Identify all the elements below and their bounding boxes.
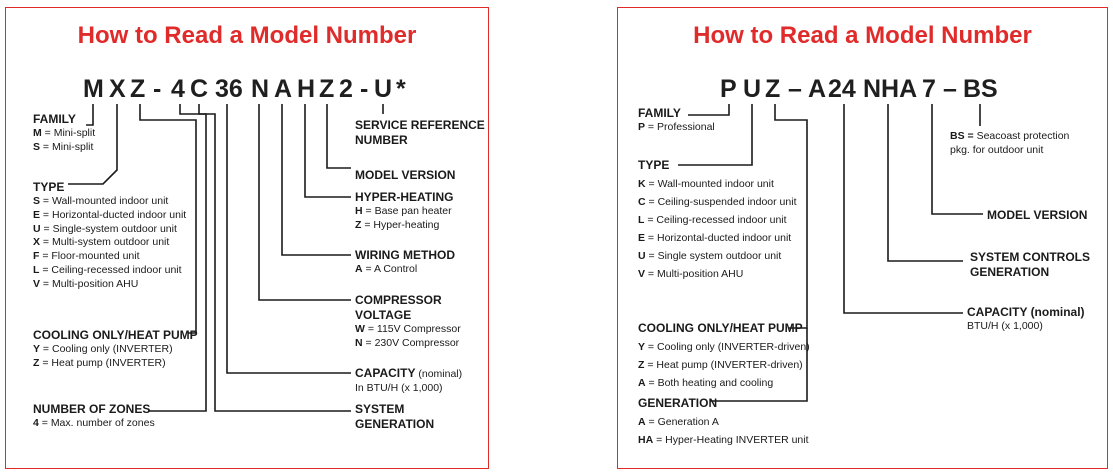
- list-item: S = Wall-mounted indoor unit: [33, 195, 169, 207]
- list-item: E = Horizontal-ducted indoor unit: [33, 208, 187, 221]
- service-section: [355, 118, 485, 148]
- list-item: P = Professional: [638, 121, 715, 133]
- generation-section: [355, 402, 434, 432]
- code-char: H: [297, 75, 316, 103]
- list-item: X = Multi-system outdoor unit: [33, 236, 170, 249]
- family-section: [638, 106, 715, 135]
- code-char: NHA: [863, 75, 918, 103]
- left-title: How to Read a Model Number: [77, 22, 417, 49]
- list-item: C = Ceiling-suspended indoor unit: [638, 196, 797, 208]
- code-char: U: [374, 75, 393, 103]
- bs-line2: pkg. for outdoor unit: [950, 143, 1044, 156]
- code-char: P: [720, 75, 737, 103]
- list-item: W = 115V Compressor: [355, 323, 461, 335]
- code-char: Z: [319, 75, 335, 103]
- capacity-heading: CAPACITY (nominal): [355, 366, 463, 380]
- zones-heading: NUMBER OF ZONES: [33, 402, 151, 416]
- zones-section: [33, 402, 155, 431]
- controls-heading: SYSTEM CONTROLS: [970, 250, 1091, 264]
- controls-section: [970, 250, 1090, 280]
- list-item: Y = Cooling only (INVERTER): [33, 343, 173, 355]
- code-char: C: [190, 75, 209, 103]
- capacity-desc: BTU/H (x 1,000): [967, 320, 1043, 332]
- bs-line1: BS = Seacoast protection: [950, 130, 1070, 142]
- list-item: 4 = Max. number of zones: [33, 417, 155, 429]
- type-section: [33, 180, 186, 292]
- code-char: A: [808, 75, 827, 103]
- code-char: –: [943, 75, 957, 103]
- compressor-section: [355, 293, 461, 351]
- capacity-desc: In BTU/H (x 1,000): [355, 381, 443, 394]
- service-heading: SERVICE REFERENCE: [355, 118, 485, 132]
- generation-heading-line2: GENERATION: [355, 417, 435, 431]
- compressor-heading: COMPRESSOR: [355, 293, 442, 307]
- list-item: N = 230V Compressor: [355, 336, 460, 349]
- code-char: -: [360, 75, 369, 103]
- list-item: U = Single-system outdoor unit: [33, 222, 177, 235]
- list-item: V = Multi-position AHU: [33, 277, 139, 290]
- type-heading: TYPE: [638, 158, 670, 172]
- list-item: K = Wall-mounted indoor unit: [638, 178, 774, 190]
- code-char: 2: [339, 75, 353, 103]
- hyper-section: [355, 190, 453, 233]
- type-heading: TYPE: [33, 180, 65, 194]
- cooling-section: [638, 321, 810, 392]
- list-item: Y = Cooling only (INVERTER-driven): [638, 341, 810, 353]
- code-char: 7: [922, 75, 936, 103]
- code-char: X: [109, 75, 126, 103]
- list-item: Z = Heat pump (INVERTER): [33, 356, 166, 369]
- left-panel: [5, 7, 489, 469]
- list-item: A = A Control: [355, 263, 418, 275]
- code-char: N: [251, 75, 270, 103]
- family-heading: FAMILY: [638, 106, 681, 120]
- list-item: L = Ceiling-recessed indoor unit: [33, 263, 182, 276]
- model-version-section: [987, 208, 1087, 223]
- bs-section: [950, 130, 1069, 158]
- family-heading: FAMILY: [33, 112, 76, 126]
- code-char: Z: [765, 75, 781, 103]
- capacity-section: [967, 305, 1085, 334]
- capacity-section: [355, 366, 462, 396]
- code-char: *: [396, 75, 406, 103]
- list-item: A = Generation A: [638, 416, 719, 428]
- list-item: S = Mini-split: [33, 140, 94, 153]
- compressor-heading-line2: VOLTAGE: [355, 308, 412, 322]
- service-heading-line2: NUMBER: [355, 133, 408, 147]
- list-item: U = Single system outdoor unit: [638, 250, 782, 262]
- code-char: BS: [963, 75, 998, 103]
- list-item: H = Base pan heater: [355, 205, 452, 217]
- code-char: Z: [130, 75, 146, 103]
- controls-heading-line2: GENERATION: [970, 265, 1050, 279]
- list-item: V = Multi-position AHU: [638, 268, 744, 280]
- right-panel: [617, 7, 1108, 469]
- generation-heading: GENERATION: [638, 396, 718, 410]
- wiring-section: [355, 248, 455, 277]
- code-char: A: [274, 75, 293, 103]
- generation-heading: SYSTEM: [355, 402, 405, 416]
- list-item: HA = Hyper-Heating INVERTER unit: [638, 434, 809, 446]
- code-char: –: [788, 75, 802, 103]
- code-char: 36: [215, 75, 243, 103]
- right-title: How to Read a Model Number: [693, 22, 1032, 49]
- cooling-heading: COOLING ONLY/HEAT PUMP: [33, 328, 198, 342]
- list-item: M = Mini-split: [33, 127, 96, 139]
- code-char: 24: [828, 75, 856, 103]
- cooling-heading: COOLING ONLY/HEAT PUMP: [638, 321, 803, 335]
- list-item: L = Ceiling-recessed indoor unit: [638, 214, 787, 226]
- code-char: -: [153, 75, 162, 103]
- list-item: Z = Heat pump (INVERTER-driven): [638, 359, 803, 371]
- code-char: M: [83, 75, 104, 103]
- type-section: [638, 158, 797, 283]
- hyper-heading: HYPER-HEATING: [355, 190, 454, 204]
- family-section: [33, 112, 95, 155]
- generation-section: [638, 396, 809, 449]
- cooling-section: [33, 328, 198, 371]
- model-version-section: [355, 168, 455, 183]
- code-char: 4: [171, 75, 185, 103]
- wiring-heading: WIRING METHOD: [355, 248, 455, 262]
- model-version-heading: MODEL VERSION: [355, 168, 456, 182]
- list-item: Z = Hyper-heating: [355, 218, 440, 231]
- list-item: F = Floor-mounted unit: [33, 250, 140, 263]
- list-item: E = Horizontal-ducted indoor unit: [638, 232, 792, 244]
- capacity-heading: CAPACITY (nominal): [967, 305, 1085, 319]
- code-char: U: [743, 75, 762, 103]
- model-version-heading: MODEL VERSION: [987, 208, 1088, 222]
- list-item: A = Both heating and cooling: [638, 377, 774, 389]
